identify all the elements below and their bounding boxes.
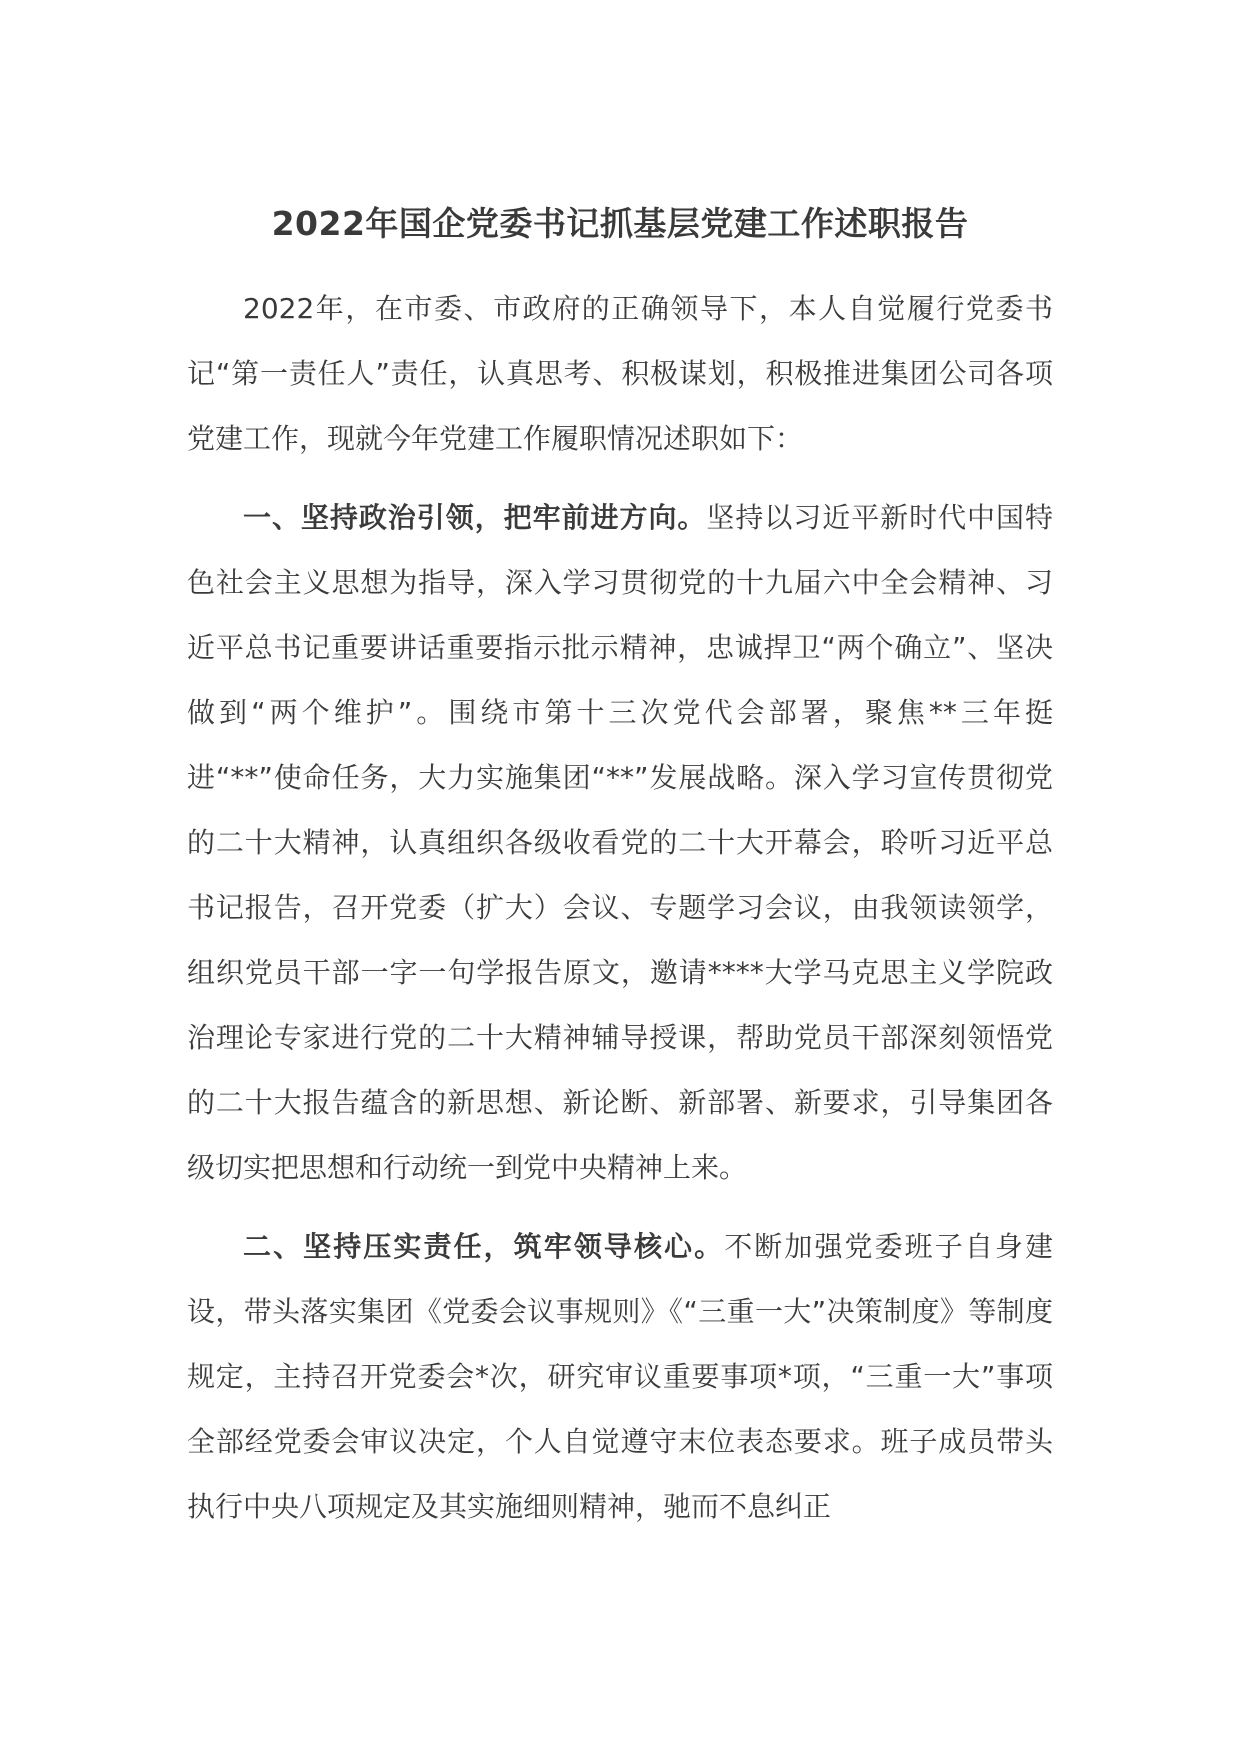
- section-paragraph-1: [187, 485, 1053, 1200]
- document-title: 2022年国企党委书记抓基层党建工作述职报告: [271, 204, 969, 243]
- section-paragraph-2: [187, 1214, 1053, 1539]
- section-heading-2: 二、坚持压实责任，筑牢领导核心。: [243, 1230, 725, 1263]
- section-heading-1: 一、坚持政治引领，把牢前进方向。: [243, 501, 707, 534]
- section-text-2: 不断加强党委班子自身建设，带头落实集团《党委会议事规则》《“三重一大”决策制度》等制度规定，主持召开党委会*次，研究审议重要事项*项，“三重一大”事项全部经党委会审议决定，个人自觉遵守末位表态要求。班子成员带头执行中央八项规定及其实施细则精神，驰而不息纠正: [187, 1230, 1053, 1523]
- document-body: [187, 276, 1053, 1539]
- intro-paragraph: 2022年，在市委、市政府的正确领导下，本人自觉履行党委书记“第一责任人”责任，认真思考、积极谋划，积极推进集团公司各项党建工作，现就今年党建工作履职情况述职如下：: [187, 292, 1053, 455]
- section-text-1: 坚持以习近平新时代中国特色社会主义思想为指导，深入学习贯彻党的十九届六中全会精神、习近平总书记重要讲话重要指示批示精神，忠诚捍卫“两个确立”、坚决做到“两个维护”。围绕市第十三次党代会部署，聚焦**三年挺进“**”使命任务，大力实施集团“**”发展战略。深入学习宣传贯彻党的二十大精神，认真组织各级收看党的二十大开幕会，聆听习近平总书记报告，召开党委（扩大）会议、专题学习会议，由我领读领学，组织党员干部一字一句学报告原文，邀请****大学马克思主义学院政治理论专家进行党的二十大精神辅导授课，帮助党员干部深刻领悟党的二十大报告蕴含的新思想、新论断、新部署、新要求，引导集团各级切实把思想和行动统一到党中央精神上来。: [187, 501, 1053, 1184]
